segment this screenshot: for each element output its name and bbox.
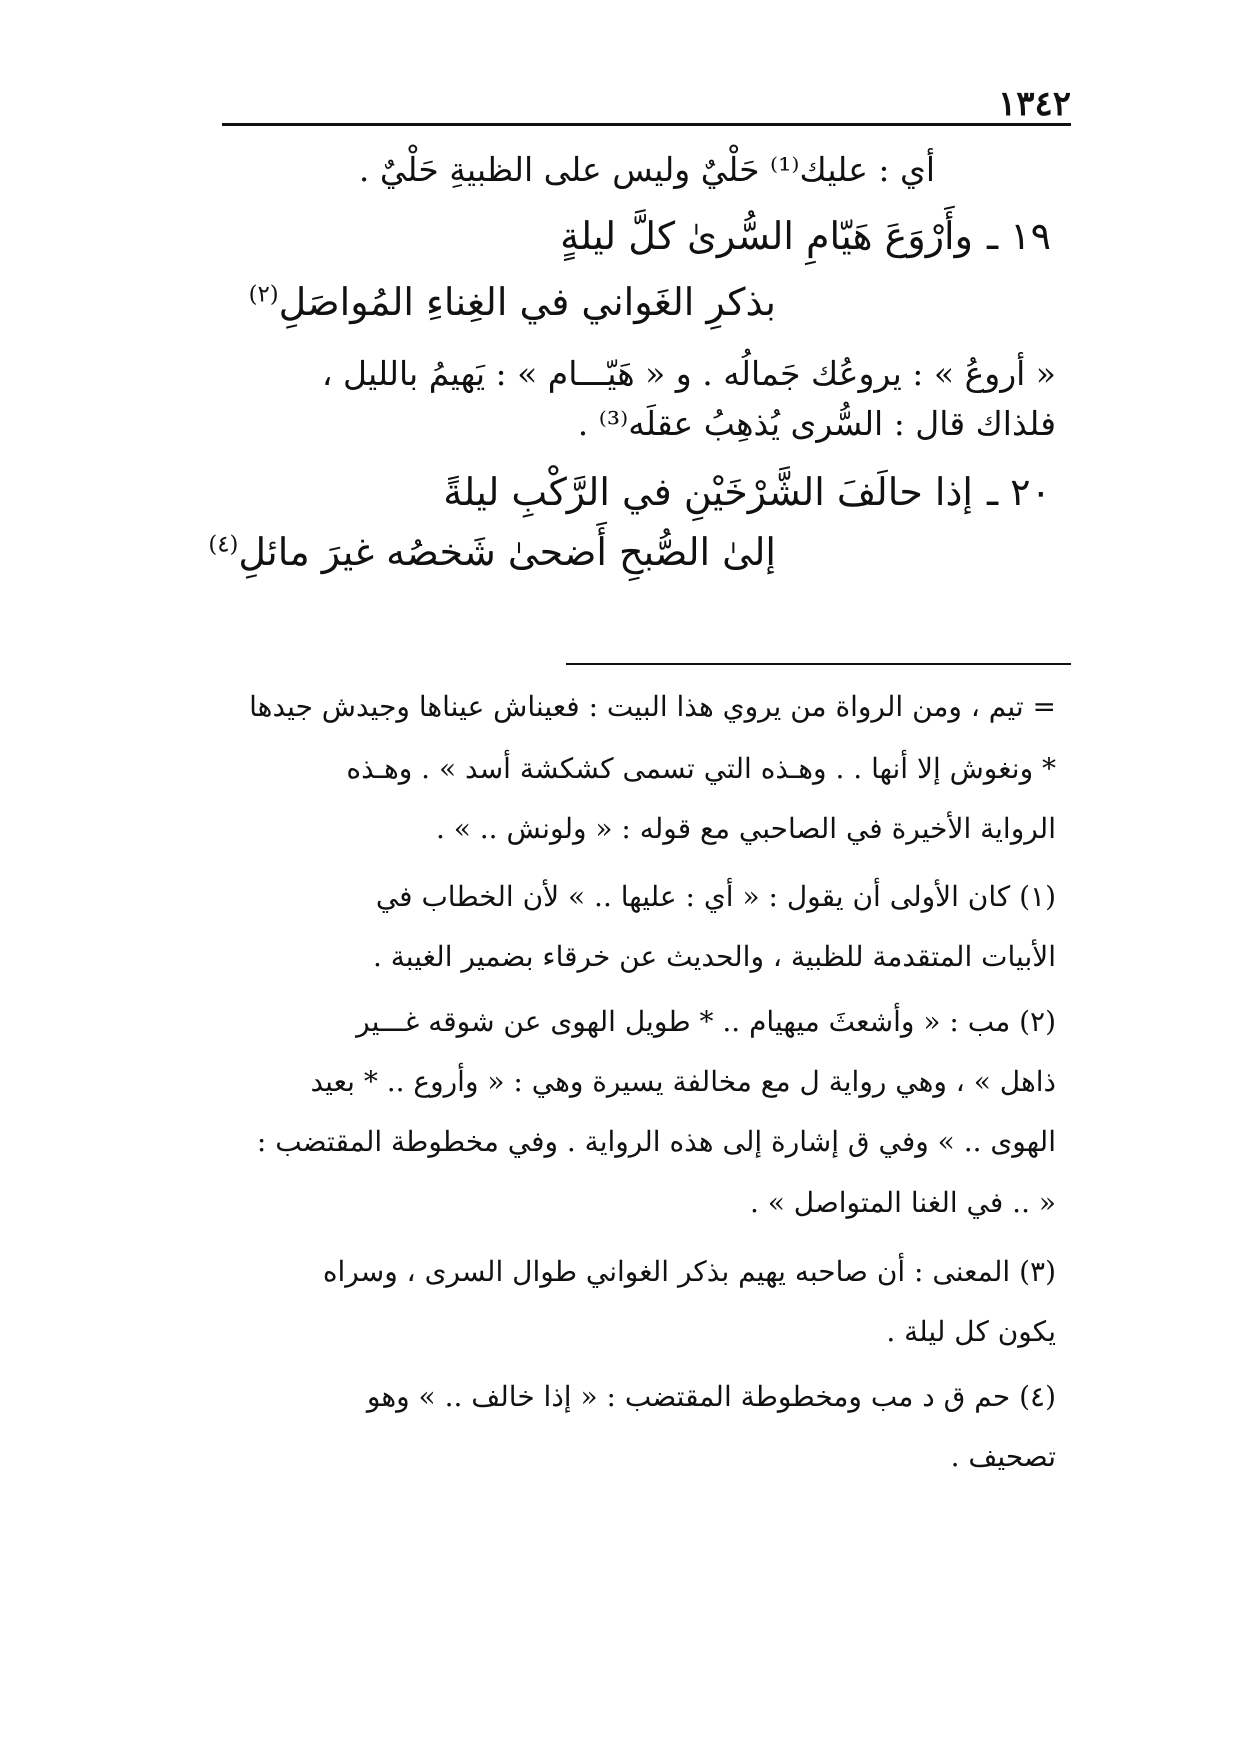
verse-19-hemistich-2: [249, 280, 776, 324]
comment-19-line-2: فلذاك قال : السُّرى يُذهِبُ عقلَه⁽³⁾ .: [577, 404, 1056, 443]
footnote-1-line-1: (١) كان الأولى أن يقول : « أي : عليها .. » لأن الخطاب في: [375, 880, 1056, 913]
footnote-ref-4: (٤): [208, 531, 239, 558]
footnote-2-line-4: « .. في الغنا المتواصل » .: [749, 1186, 1056, 1219]
footnote-separator: [566, 663, 1071, 665]
footnote-2-line-2: ذاهل » ، وهي رواية ل مع مخالفة يسيرة وهي : « وأروع .. * بعيد: [310, 1065, 1056, 1098]
intro-line: أي : عليك⁽¹⁾ حَلْيٌ وليس على الظبيةِ حَلْيٌ .: [358, 150, 935, 189]
comment-19-line-1: « أروعُ » : يروعُك جَمالُه . و « هَيّـــام » : يَهيمُ بالليل ،: [321, 354, 1056, 393]
footnote-continuation-line-2: * ونغوش إلا أنها . . وهـذه التي تسمى كشكشة أسد » . وهـذه: [346, 752, 1056, 785]
verse-20-second-half: إلىٰ الصُّبحِ أَضحىٰ شَخصُه غيرَ مائلِ: [238, 530, 776, 574]
verse-19-number: ١٩ ـ: [986, 214, 1051, 258]
verse-19-second-half: بذكرِ الغَواني في الغِناءِ المُواصَلِ: [278, 280, 776, 324]
footnote-continuation-line-1: = تيم ، ومن الرواة من يروي هذا البيت : فعيناش عيناها وجيدش جيدها: [249, 690, 1056, 723]
footnote-3-line-2: يكون كل ليلة .: [886, 1315, 1056, 1348]
footnote-2-line-3: الهوى .. » وفي ق إشارة إلى هذه الرواية . وفي مخطوطة المقتضب :: [256, 1125, 1056, 1158]
verse-20-hemistich-1: [443, 470, 1051, 514]
footnote-4-line-2: تصحيف .: [950, 1440, 1056, 1473]
footnote-3-line-1: (٣) المعنى : أن صاحبه يهيم بذكر الغواني طوال السرى ، وسراه: [322, 1255, 1056, 1288]
footnote-continuation-line-3: الرواية الأخيرة في الصاحبي مع قوله : « ولونش .. » .: [435, 812, 1056, 845]
page-number: ١٣٤٢: [997, 84, 1071, 124]
header-rule: [222, 123, 1071, 126]
footnote-1-line-2: الأبيات المتقدمة للظبية ، والحديث عن خرقاء بضمير الغيبة .: [372, 940, 1056, 973]
verse-20-hemistich-2: [208, 530, 776, 574]
verse-20-number: ٢٠ ـ: [986, 470, 1051, 514]
footnote-ref-2: (٢): [248, 281, 279, 308]
verse-19-hemistich-1: [560, 214, 1051, 258]
verse-19-first-half: وأَرْوَعَ هَيّامِ السُّرىٰ كلَّ ليلةٍ: [560, 214, 973, 258]
verse-20-first-half: إذا حالَفَ الشَّرْخَيْنِ في الرَّكْبِ ليلةً: [443, 470, 973, 514]
footnote-2-line-1: (٢) مب : « وأشعثَ ميهيام .. * طويل الهوى عن شوقه غـــير: [356, 1005, 1056, 1038]
footnote-4-line-1: (٤) حم ق د مب ومخطوطة المقتضب : « إذا خالف .. » وهو: [366, 1380, 1056, 1413]
